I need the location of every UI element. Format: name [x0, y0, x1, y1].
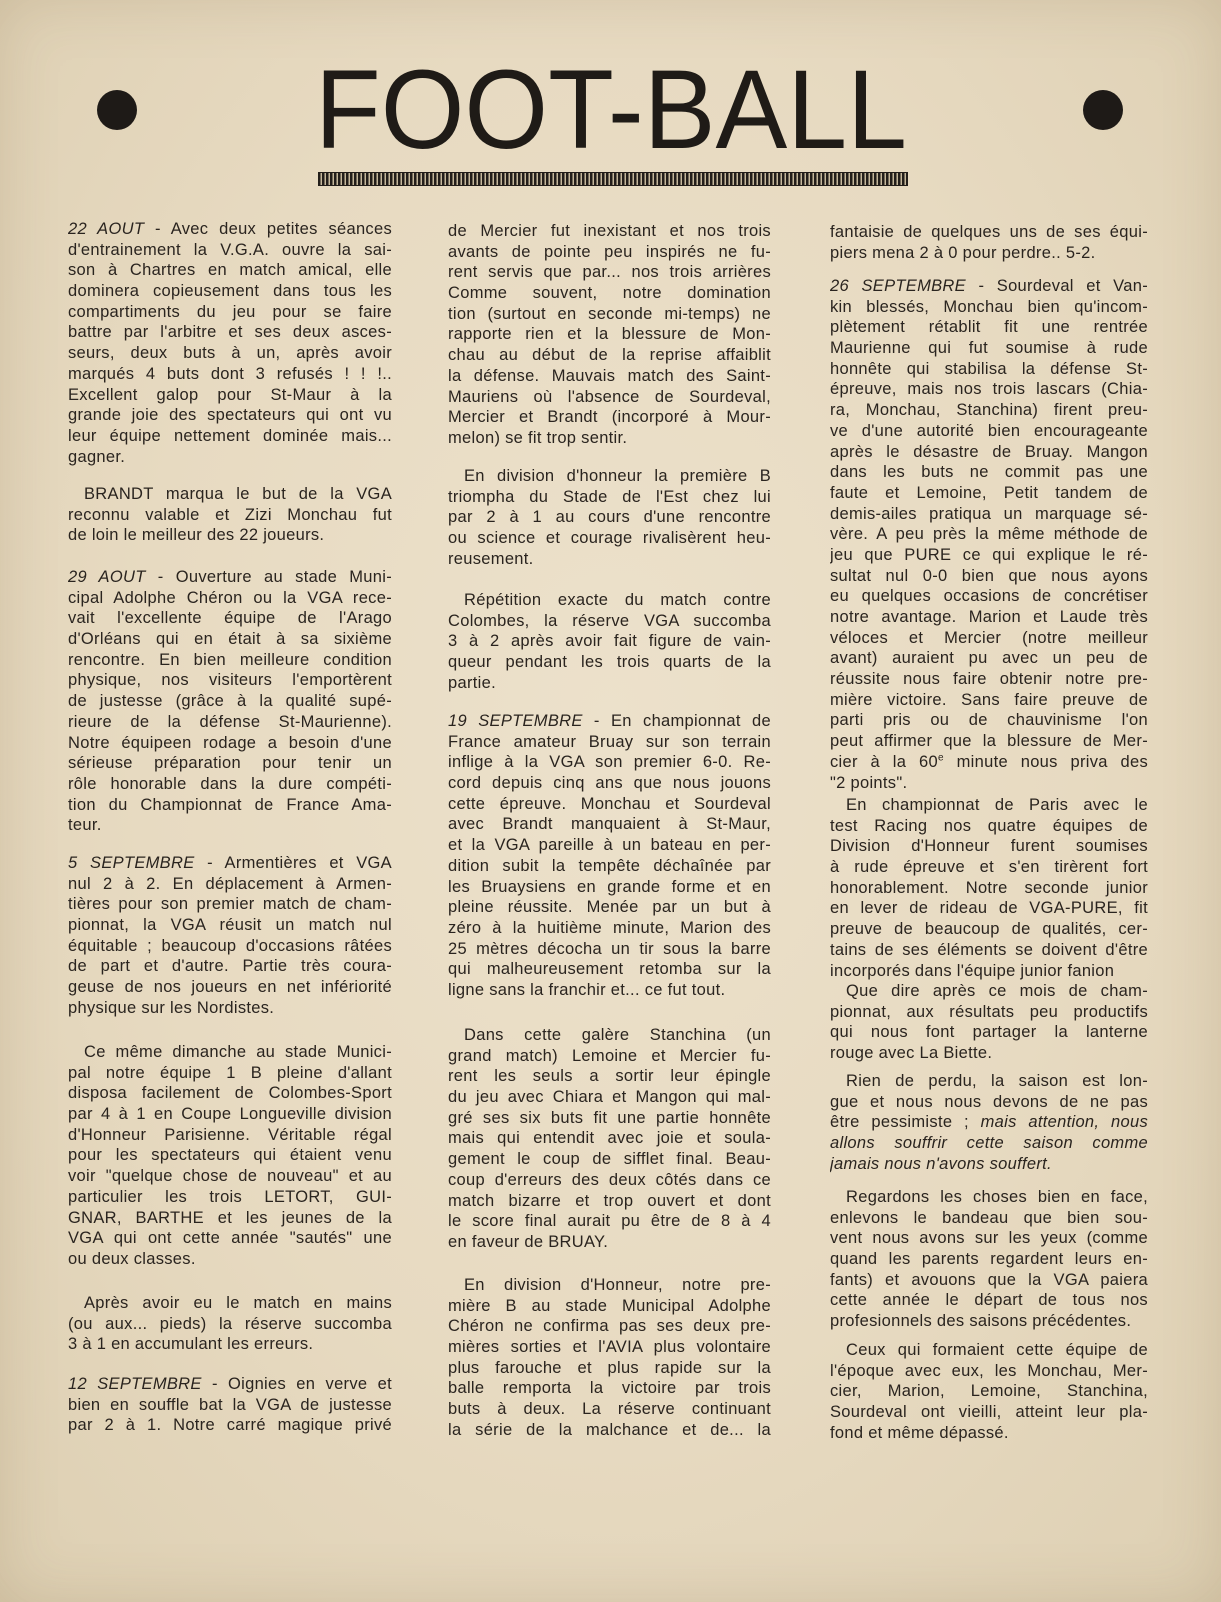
text-line: Comme souvent, notre domination [448, 284, 771, 303]
article-paragraph [830, 1187, 1148, 1332]
text-line: par 2 à 1. Notre carré magique privé [68, 1416, 392, 1435]
article-paragraph [830, 1071, 1148, 1174]
text-line: avants de pointe peu inspirés ne fu- [448, 242, 771, 261]
text-line: match bizarre et trop ouvert et dont [448, 1191, 771, 1210]
text-line: jeu que PURE ce qui explique le ré- [830, 545, 1148, 564]
text-line: En championnat de Paris avec le [846, 796, 1148, 814]
text-line: Ce même dimanche au stade Munici- [84, 1043, 392, 1061]
text-line: ou deux classes. [68, 1249, 196, 1268]
text-line: par 4 à 1 en Coupe Longueville division [68, 1105, 392, 1124]
dateline: 22 AOUT [68, 220, 145, 238]
text-line: geuse de nos joueurs en net infériorité [68, 978, 392, 997]
text-line: gue et nous nous devons de ne pas [830, 1092, 1148, 1111]
text-line: son à Chartres en match amical, elle [68, 261, 392, 280]
text-line: enlevons le bandeau que bien sou- [830, 1208, 1148, 1227]
text-line: seurs, deux buts à un, après avoir [68, 344, 392, 363]
article-paragraph [448, 221, 771, 449]
article-paragraph [68, 853, 392, 1019]
text-line: coup d'erreurs des deux côtés dans ce [448, 1170, 771, 1189]
text-line: qui malheureusement retomba sur la [448, 960, 771, 979]
text-line: gré ses six buts fit une partie honnête [448, 1108, 771, 1127]
text-line: physique sur les Nordistes. [68, 998, 275, 1017]
text-line: compartiments du jeu pour se faire [68, 302, 392, 321]
text-line: En division d'Honneur, notre pre- [464, 1276, 771, 1294]
text-line: en faveur de BRUAY. [448, 1232, 609, 1251]
text-line: pal notre équipe 1 B pleine d'allant [68, 1063, 392, 1082]
text-line [830, 1133, 1148, 1154]
text-line: grande joie des spectateurs qui ont vu [68, 406, 392, 425]
text-line: balle remporta la victoire par trois [448, 1379, 771, 1398]
text-line: test Racing nos quatre équipes de [830, 816, 1148, 835]
text-line: ra, Monchau, Stanchina) firent preu- [830, 401, 1148, 420]
dateline: 29 AOUT [68, 568, 146, 586]
text-line: gagner. [68, 447, 126, 466]
text-line: à rude épreuve et s'en tirèrent fort [830, 858, 1148, 877]
text-line: plètement rétablit fit une rentrée [830, 318, 1148, 337]
text-line: voir "quelque chose de nouveau" et au [68, 1167, 392, 1186]
article-paragraph [448, 711, 771, 1001]
text-line [830, 1112, 1148, 1133]
text-line: d'Honneur Parisienne. Véritable régal [68, 1125, 392, 1144]
text-line: Regardons les choses bien en face, [846, 1188, 1148, 1206]
text-line: disposa facilement de Colombes-Sport [68, 1084, 392, 1103]
text-line: incorporés dans l'équipe junior fanion [830, 961, 1115, 980]
text-line: tion (surtout en seconde mi-temps) ne [448, 304, 771, 323]
text-line: rent les seuls a sortir leur épingle [448, 1067, 771, 1086]
text-line: particulier les trois LETORT, GUI- [68, 1187, 392, 1206]
text-line: du jeu avec Chiara et Mangon qui mal- [448, 1088, 771, 1107]
text-line: rent servis que par... nos trois arrières [448, 263, 771, 282]
text-line: tion du Championnat de France Ama- [68, 795, 392, 814]
text-line: rieure de la défense St-Maurienne). [68, 712, 392, 731]
text-line: vait l'excellente équipe de l'Arago [68, 609, 392, 628]
text-line: avec Brandt manquaient à St-Maur, [448, 815, 771, 834]
text-line: pionnat, aux résultats peu productifs [830, 1002, 1148, 1021]
text-segment: - En championnat de [582, 712, 771, 730]
text-line: d'entrainement la V.G.A. ouvre la sai- [68, 240, 392, 259]
text-line: fants) et avouons que la VGA paiera [830, 1270, 1148, 1289]
text-segment: être pessimiste ; [830, 1113, 981, 1132]
text-line: Répétition exacte du match contre [464, 591, 771, 609]
text-line: Ceux qui formaient cette équipe de [846, 1341, 1148, 1359]
text-line: cette épreuve. Monchau et Sourdeval [448, 794, 771, 813]
article-paragraph [448, 1275, 771, 1441]
text-line: équitable ; beaucoup d'occasions râtées [68, 936, 392, 955]
text-line: queur pendant les trois quarts de la [448, 653, 771, 672]
text-line [68, 219, 392, 240]
text-line: Mauriens où l'absence de Sourdeval, [448, 387, 771, 406]
text-line: cord depuis cinq ans que nous jouons [448, 774, 771, 793]
text-line: ou science et courage rivalisèrent heu- [448, 529, 771, 548]
article-paragraph [830, 795, 1148, 981]
text-line: bien en souffle bat la VGA de justesse [68, 1395, 392, 1414]
text-line: preuve de beaucoup de qualités, cer- [830, 920, 1148, 939]
text-segment: minute nous priva des [943, 752, 1148, 771]
text-line: qui nous font partager la lanterne [830, 1023, 1148, 1042]
text-line: dans les buts ne commit pas une [830, 463, 1148, 482]
text-line: Que dire après ce mois de cham- [846, 982, 1148, 1000]
text-line: melon) se fit trop sentir. [448, 428, 628, 447]
text-line: Maurienne qui fut soumise à rude [830, 339, 1148, 358]
text-line: cier, Marion, Lemoine, Stanchina, [830, 1382, 1148, 1401]
text-line: rencontre. En bien meilleure condition [68, 650, 392, 669]
dateline: 12 SEPTEMBRE [68, 1375, 202, 1393]
text-line: rôle honorable dans la dure compéti- [68, 774, 392, 793]
text-line: la défense. Mauvais match des Saint- [448, 366, 771, 385]
text-line [68, 567, 392, 588]
text-line: marqués 4 buts dont 3 refusés ! ! !.. [68, 364, 392, 383]
text-line: Division d'Honneur furent soumises [830, 837, 1148, 856]
article-column-2 [448, 0, 771, 1602]
article-paragraph [68, 1293, 392, 1355]
text-line: cette année le départ de tous nos [830, 1291, 1148, 1310]
text-line: Excellent galop pour St-Maur à la [68, 385, 392, 404]
emphasis-text: jamais nous n'avons souffert. [830, 1154, 1052, 1173]
text-line: par 2 à 1 au cours d'une rencontre [448, 508, 771, 527]
text-line [830, 1154, 1148, 1175]
article-paragraph [448, 466, 771, 569]
article-paragraph [830, 276, 1148, 793]
text-line: mière B au stade Municipal Adolphe [448, 1296, 771, 1315]
text-line: partie. [448, 673, 496, 692]
text-line: Dans cette galère Stanchina (un [464, 1026, 771, 1044]
text-line [68, 1374, 392, 1395]
text-line: Notre équipeen rodage a besoin d'une [68, 733, 392, 752]
text-line: inflige à la VGA son premier 6-0. Re- [448, 753, 771, 772]
text-line: 25 mètres décocha un tir sous la barre [448, 939, 771, 958]
text-line: teur. [68, 816, 102, 835]
text-line: épreuve, mais nos trois lascars (Chia- [830, 380, 1148, 399]
text-line: mières sorties et l'AVIA plus volontaire [448, 1338, 771, 1357]
ordinal-suffix: e [937, 752, 944, 764]
text-line: dominera copieusement dans tous les [68, 282, 392, 301]
text-line: nul 2 à 2. En déplacement à Armen- [68, 874, 392, 893]
text-line: gement le coup de sifflet final. Beau- [448, 1150, 771, 1169]
text-line: buts à deux. La réserve continuant [448, 1400, 771, 1419]
text-line: de justesse (grâce à la qualité supé- [68, 692, 392, 711]
text-line: triompha du Stade de l'Est chez lui [448, 487, 771, 506]
text-line: plus farouche et plus rapide sur la [448, 1358, 771, 1377]
text-line: reusement. [448, 549, 534, 568]
text-line: de Mercier fut inexistant et nos trois [448, 222, 771, 240]
text-line: honorablement. Notre seconde junior [830, 878, 1148, 897]
text-segment: - Oignies en verve et [201, 1375, 392, 1393]
text-line: fantaisie de quelques uns de ses équi- [830, 223, 1148, 241]
text-line [448, 711, 771, 732]
text-line: physique, nos visiteurs l'emportèrent [68, 671, 392, 690]
text-line: GNAR, BARTHE et les jeunes de la [68, 1208, 392, 1227]
article-paragraph [68, 567, 392, 836]
text-line: Sourdeval ont vieilli, atteint leur pla- [830, 1403, 1148, 1422]
text-line: l'époque avec eux, les Monchau, Mer- [830, 1361, 1148, 1380]
article-paragraph [830, 1340, 1148, 1443]
dateline: 19 SEPTEMBRE [448, 712, 583, 730]
text-line: reconnu valable et Zizi Monchau fut [68, 505, 392, 524]
text-line: véloces et Mercier (notre meilleur [830, 628, 1148, 647]
text-line: la série de la malchance et de... la [448, 1420, 771, 1439]
emphasis-text: allons souffrir cette saison comme [830, 1134, 1148, 1153]
text-line: ligne sans la franchir et... ce fut tout. [448, 980, 726, 999]
article-column-1 [68, 0, 392, 1602]
text-line: pionnat, la VGA réusit un match nul [68, 916, 392, 935]
text-line: parti pris ou de chauvinisme l'on [830, 711, 1148, 730]
text-line: en lever de rideau de VGA-PURE, fit [830, 899, 1148, 918]
text-line: "2 points". [830, 773, 908, 792]
text-line: 3 à 2 après avoir fait figure de vain- [448, 632, 771, 651]
text-line: peut affirmer que la blessure de Mer- [830, 732, 1148, 751]
dateline: 26 SEPTEMBRE [830, 277, 966, 295]
text-line: cipal Adolphe Chéron ou la VGA rece- [68, 588, 392, 607]
text-line: notre avantage. Marion et Laude très [830, 608, 1148, 626]
text-line: quand les parents regardent leurs en- [830, 1250, 1148, 1269]
text-segment: cier à la 60 [830, 752, 938, 771]
text-line: Colombes, la réserve VGA succomba [448, 611, 771, 630]
text-line [830, 276, 1148, 297]
text-line: (ou aux... pieds) la réserve succomba [68, 1314, 392, 1333]
text-line: tains de ses éléments se doivent d'être [830, 940, 1148, 959]
text-segment: - Ouverture au stade Muni- [145, 568, 392, 586]
article-paragraph [448, 590, 771, 693]
text-line: BRANDT marqua le but de la VGA [84, 485, 392, 503]
text-line: En division d'honneur la première B [464, 467, 771, 485]
text-line: battre par l'arbitre et ses deux asces- [68, 323, 392, 342]
text-line: dition subit la tempête déchaînée par [448, 856, 771, 875]
text-line: profesionnels des saisons précédentes. [830, 1312, 1132, 1331]
text-line: VGA qui ont cette année "sautés" une [68, 1229, 392, 1248]
text-line: rouge avec La Biette. [830, 1044, 993, 1063]
emphasis-text: mais attention, nous [980, 1113, 1148, 1132]
page-title-text: FOOT-BALL [315, 47, 907, 172]
text-line: faute et Lemoine, Petit tandem de [830, 483, 1148, 502]
text-line: demis-ailes pratiqua un marquage sé- [830, 504, 1148, 523]
text-line: fond et même dépassé. [830, 1423, 1009, 1442]
text-line: vent nous avons sur les yeux (comme [830, 1229, 1148, 1248]
text-line: d'Orléans qui en était à sa sixième [68, 630, 392, 649]
text-segment: - Armentières et VGA [194, 854, 392, 872]
text-line: les Bruaysiens en grande forme et en [448, 877, 771, 896]
text-line: 3 à 1 en accumulant les erreurs. [68, 1335, 314, 1354]
article-paragraph [68, 219, 392, 467]
text-line: pour les spectateurs qui étaient venu [68, 1146, 392, 1165]
article-column-3 [830, 0, 1148, 1602]
article-paragraph [68, 484, 392, 546]
text-line: leur équipe nettement dominée mais... [68, 426, 392, 445]
text-line: Mercier et Brandt (incorporé à Mour- [448, 408, 771, 427]
text-line: honnête qui stabilisa la défense St- [830, 359, 1148, 378]
article-paragraph [68, 1042, 392, 1270]
text-line: Après avoir eu le match en mains [84, 1294, 392, 1312]
text-line: sultat nul 0-0 bien que nous ayons [830, 566, 1148, 585]
text-line: mais qui entendit avec joie et soula- [448, 1129, 771, 1148]
text-line: mière victoire. Sans faire preuve de [830, 690, 1148, 709]
text-line: grand match) Lemoine et Mercier fu- [448, 1046, 771, 1065]
text-line: de loin le meilleur des 22 joueurs. [68, 526, 325, 545]
article-paragraph [68, 1374, 392, 1436]
text-line: kin blessés, Monchau bien qu'incom- [830, 297, 1148, 316]
text-line: France amateur Bruay sur son terrain [448, 732, 771, 751]
text-line: vère. A peu près la même méthode de [830, 525, 1148, 544]
text-line: chau au début de la reprise affaiblit [448, 346, 771, 365]
text-line: ve d'une autorité bien encourageante [830, 421, 1148, 440]
article-paragraph [448, 1025, 771, 1253]
text-line: réussite nous faire obtenir notre pre- [830, 670, 1148, 689]
text-line: pleine réussite. Menée par un but à [448, 898, 771, 917]
text-line: zéro à la huitième minute, Marion des [448, 918, 771, 937]
text-line: piers mena 2 à 0 pour perdre.. 5-2. [830, 243, 1096, 262]
text-line: rapporte rien et la blessure de Mon- [448, 325, 771, 344]
text-line: après le désastre de Bruay. Mangon [830, 442, 1148, 461]
text-line: tières pour son premier match de cham- [68, 895, 392, 914]
text-line: le score final aurait pu être de 8 à 4 [448, 1212, 771, 1231]
dateline: 5 SEPTEMBRE [68, 854, 195, 872]
text-line: de part et d'autre. Partie très coura- [68, 957, 392, 976]
text-line: et la VGA pareille à un bateau en per- [448, 836, 771, 855]
text-line: eu quelques occasions de concrétiser [830, 587, 1148, 606]
text-segment: - Sourdeval et Van- [965, 277, 1148, 295]
text-line: sérieuse préparation pour tenir un [68, 754, 392, 773]
text-line: avant) auraient pu avec un peu de [830, 649, 1148, 668]
text-line [68, 853, 392, 874]
text-line [830, 752, 1148, 773]
text-segment: - Avec deux petites séances [144, 220, 392, 238]
text-line: Chéron ne confirma pas ses deux pre- [448, 1317, 771, 1336]
article-paragraph [830, 222, 1148, 263]
article-paragraph [830, 981, 1148, 1064]
text-line: Rien de perdu, la saison est lon- [846, 1072, 1148, 1090]
